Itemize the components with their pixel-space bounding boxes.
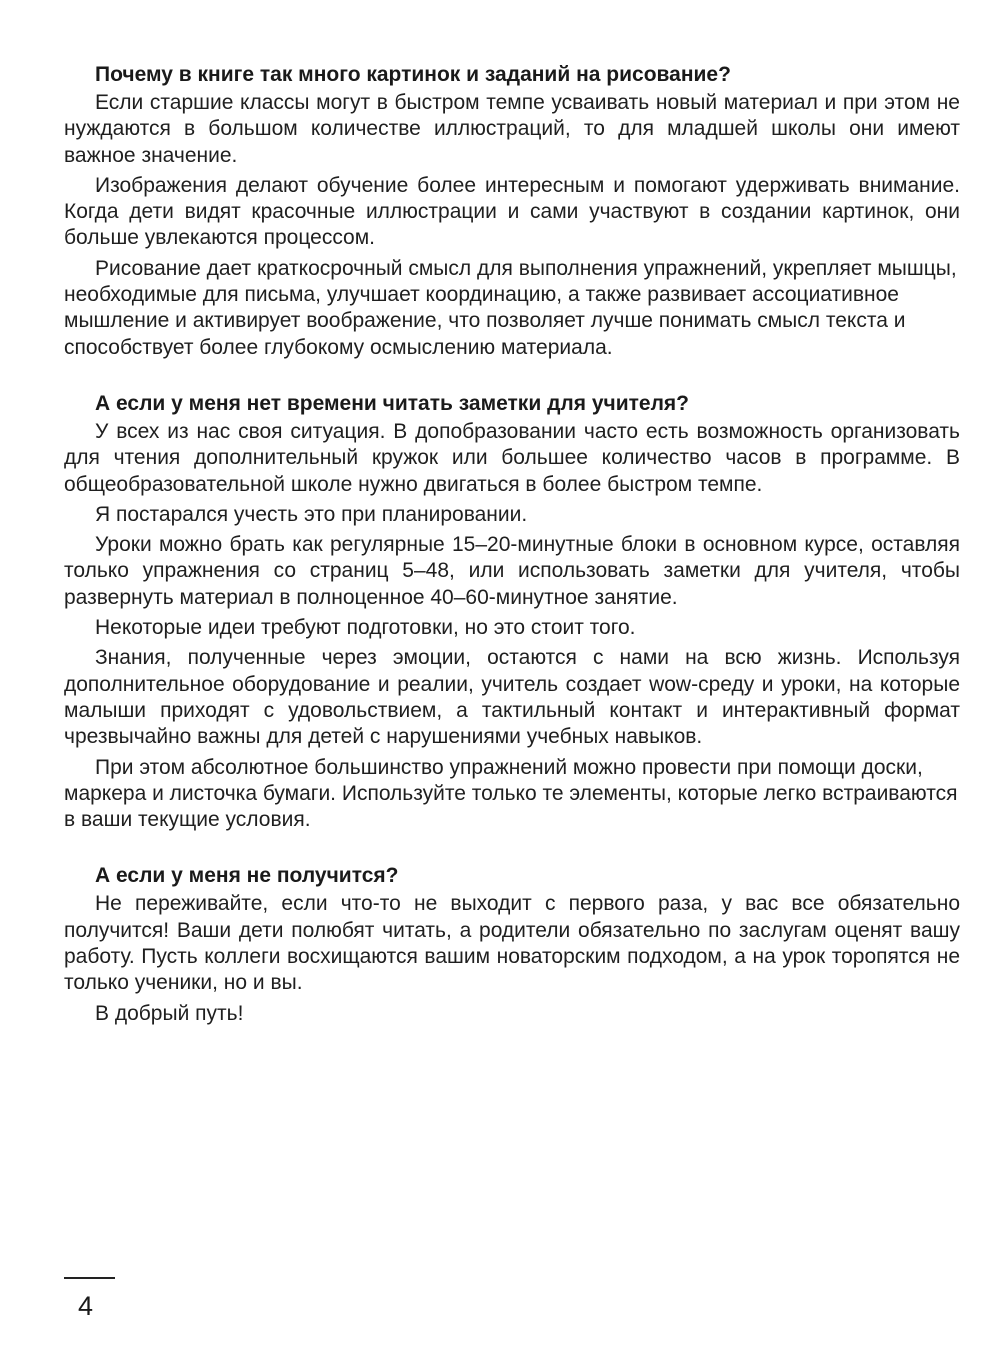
page-number: 4	[78, 1291, 94, 1321]
paragraph: Знания, полученные через эмоции, остаются с нами на всю жизнь. Используя дополнительное оборудование и реалии, учитель создает wow-среду и уроки, на которые малыши приходят с удовольствием, а тактильный контакт и интерактивный формат чрезвычайно важны для детей с нарушениями учебных навыков.	[64, 646, 960, 749]
section-heading: А если у меня нет времени читать заметки для учителя?	[95, 391, 689, 415]
footer-rule	[64, 1277, 115, 1279]
paragraph: Рисование дает краткосрочный смысл для выполнения упражнений, укрепляет мышцы, необходимые для письма, улучшает координацию, а также развивает ассоциативное мышление и активирует воображение, что позволяет лучше понимать смысл текста и способствует более глубокому осмыслению материала.	[64, 256, 957, 359]
paragraph: Изображения делают обучение более интересным и помогают удерживать внимание. Когда дети видят красочные иллюстрации и сами участвуют в создании картинок, они больше увлекаются процессом.	[64, 173, 960, 250]
paragraph: У всех из нас своя ситуация. В допобразовании часто есть возможность организовать для чтения дополнительный кружок или большее количество часов в программе. В общеобразовательной школе нужно двигаться в более быстром темпе.	[64, 419, 960, 496]
paragraph: Если старшие классы могут в быстром темпе усваивать новый материал и при этом не нуждаются в большом количестве иллюстраций, то для младшей школы они имеют важное значение.	[64, 91, 960, 167]
paragraph: Я постарался учесть это при планировании.	[95, 502, 528, 526]
section-why-pictures	[64, 62, 960, 361]
page-content	[64, 62, 960, 1057]
paragraph: Не переживайте, если что-то не выходит с первого раза, у вас все обязательно получится! Ваши дети полюбят читать, а родители обязательно по заслугам оценят вашу работу. Пусть коллеги восхищаются вашим новаторским подходом, а на урок торопятся не только ученики, но и вы.	[64, 892, 960, 995]
paragraph: В добрый путь!	[95, 1001, 244, 1025]
section-heading: А если у меня не получится?	[95, 864, 399, 888]
section-wont-succeed	[64, 863, 960, 1026]
paragraph: При этом абсолютное большинство упражнений можно провести при помощи доски, маркера и листочка бумаги. Используйте только те элементы, которые легко встраиваются в ваши текущие условия.	[64, 755, 958, 832]
section-heading: Почему в книге так много картинок и заданий на рисование?	[95, 63, 731, 86]
paragraph: Уроки можно брать как регулярные 15–20-минутные блоки в основном курсе, оставляя только упражнения со страниц 5–48, или использовать заметки для учителя, чтобы развернуть материал в полноценное 40–60-минутное занятие.	[64, 533, 960, 609]
section-no-time	[64, 391, 960, 833]
paragraph: Некоторые идеи требуют подготовки, но это стоит того.	[95, 616, 636, 640]
